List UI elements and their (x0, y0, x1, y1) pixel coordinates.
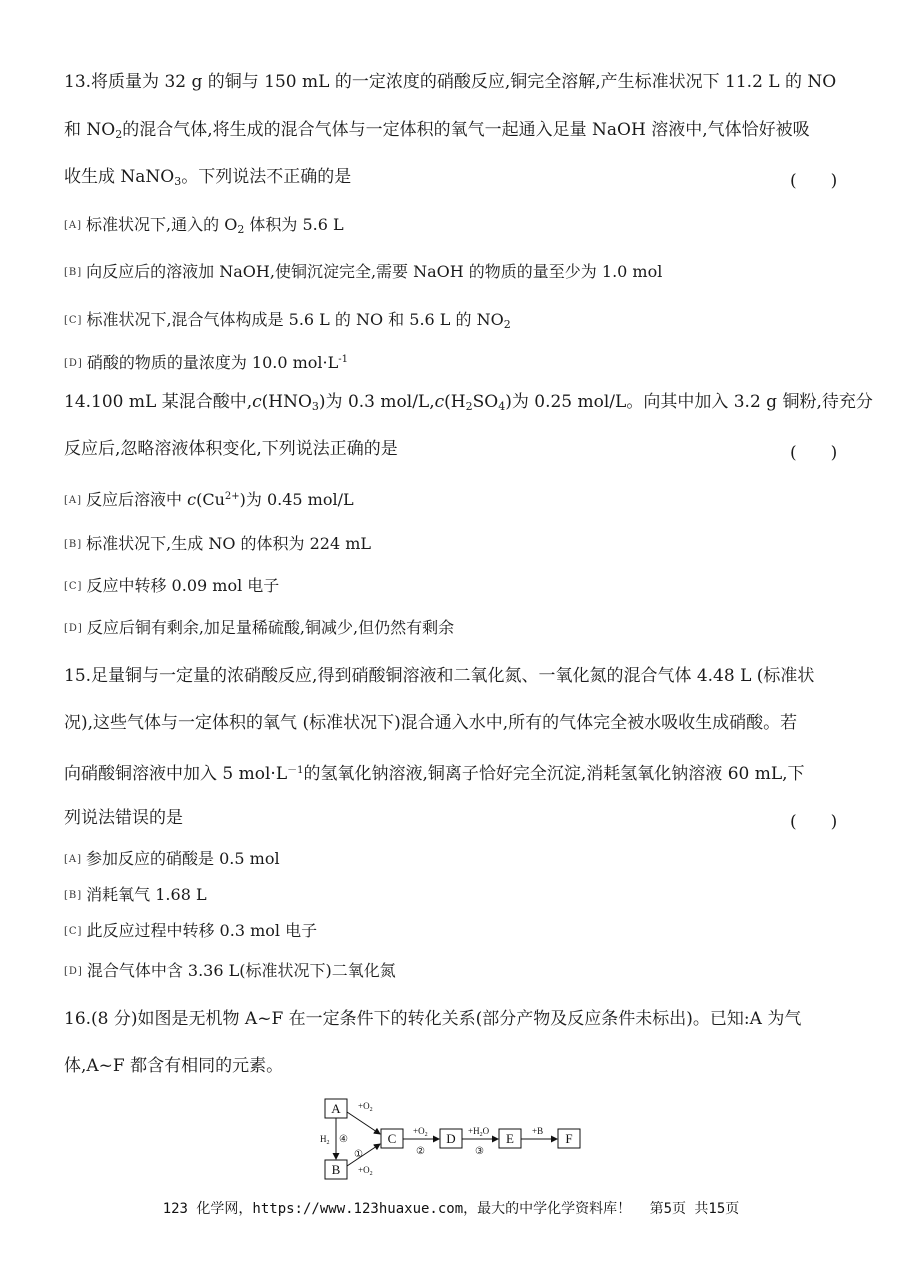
q13-option-a: [A] 标准状况下,通入的 $O_2$ 体积为 5.6 L (64, 215, 344, 236)
q13-option-c: [C] 标准状况下,混合气体构成是 5.6 L 的 NO 和 5.6 L 的 $NO_2$ (64, 310, 511, 331)
arrow-b-c (347, 1144, 380, 1166)
page-footer (0, 1198, 902, 1218)
q15-option-c: [C] 此反应过程中转移 0.3 mol 电子 (64, 921, 318, 940)
svg-text:A: A (331, 1101, 341, 1116)
box-d (440, 1129, 462, 1148)
q15-answer-paren: ( ) (790, 812, 838, 832)
q15-line-3: 向硝酸铜溶液中加入 5 $mol\cdot L^{-1}$的氢氧化钠溶液,铜离子恰好完全沉淀,消耗氢氧化钠溶液 60 mL,下 (64, 764, 805, 784)
q13-option-b: [B] 向反应后的溶液加 NaOH,使铜沉淀完全,需要 NaOH 的物质的量至少为 1.0 mol (64, 262, 663, 281)
label-de-h2o: $+H_2O$ (468, 1126, 490, 1138)
q15-line-4: 列说法错误的是 (64, 808, 183, 828)
q15-option-a: [A] 参加反应的硝酸是 0.5 mol (64, 849, 280, 868)
q13-line-3: 收生成 NaNO$_3$。下列说法不正确的是 (64, 167, 352, 188)
label-step-1: ① (354, 1149, 363, 1160)
reaction-diagram (318, 1094, 588, 1186)
label-ef-b: +B (532, 1126, 544, 1136)
label-cd-o2: $+O_2$ (413, 1126, 428, 1138)
box-b (325, 1160, 347, 1179)
q13-answer-paren: ( ) (790, 171, 838, 191)
footer-site-text: 123 化学网，https://www.123huaxue.com，最大的中学化学资料库！ (162, 1201, 632, 1217)
q14-option-c: [C] 反应中转移 0.09 mol 电子 (64, 576, 280, 595)
label-h2: $H_2$ (320, 1134, 330, 1146)
svg-text:D: D (446, 1131, 456, 1146)
box-a (325, 1099, 347, 1118)
footer-page-number: 第5页 共15页 (649, 1201, 740, 1217)
q16-line-1: 16.(8 分)如图是无机物 A~F 在一定条件下的转化关系(部分产物及反应条件未标出)。已知:A 为气 (64, 1009, 802, 1029)
q14-option-d: [D] 反应后铜有剩余,加足量稀硫酸,铜减少,但仍然有剩余 (64, 618, 455, 637)
label-step-2: ② (416, 1146, 425, 1157)
q14-line-2: 反应后,忽略溶液体积变化,下列说法正确的是 (64, 439, 398, 459)
label-step-4: ④ (339, 1134, 348, 1145)
q13-line-1: 13.将质量为 32 g 的铜与 150 mL 的一定浓度的硝酸反应,铜完全溶解,产生标准状况下 11.2 L 的 NO (64, 72, 837, 92)
label-o2-top: $+O_2$ (358, 1101, 373, 1113)
arrow-a-c (347, 1112, 380, 1134)
q15-line-2: 况),这些气体与一定体积的氧气 (标准状况下)混合通入水中,所有的气体完全被水吸收生成硝酸。若 (64, 713, 798, 733)
q14-option-b: [B] 标准状况下,生成 NO 的体积为 224 mL (64, 534, 372, 553)
q15-option-b: [B] 消耗氧气 1.68 L (64, 885, 207, 904)
q13-option-d: [D] 硝酸的物质的量浓度为 10.0 $mol\cdot L^{-1}$ (64, 353, 349, 372)
q13-line-2: 和 $NO_2$的混合气体,将生成的混合气体与一定体积的氧气一起通入足量 NaOH 溶液中,气体恰好被吸 (64, 120, 810, 141)
label-o2-bottom: $+O_2$ (358, 1165, 373, 1177)
label-step-3: ③ (475, 1146, 484, 1157)
svg-text:E: E (506, 1131, 514, 1146)
q14-option-a: [A] 反应后溶液中 $c(Cu^{2+})$为 0.45 mol/L (64, 490, 354, 509)
box-c (381, 1129, 403, 1148)
q14-answer-paren: ( ) (790, 443, 838, 463)
svg-text:C: C (387, 1131, 397, 1146)
q16-line-2: 体,A~F 都含有相同的元素。 (64, 1056, 284, 1076)
svg-text:F: F (565, 1131, 573, 1146)
q15-line-1: 15.足量铜与一定量的浓硝酸反应,得到硝酸铜溶液和二氧化氮、一氧化氮的混合气体 4.48 L (标准状 (64, 666, 815, 686)
svg-text:B: B (331, 1162, 341, 1177)
q14-line-1: 14.100 mL 某混合酸中$,c(HNO_3)$为 0.3 mol/$L,c(H_2SO_4)$为 0.25 mol/L。向其中加入 3.2 g 铜粉,待充分 (64, 392, 873, 413)
box-e (499, 1129, 521, 1148)
box-f (558, 1129, 580, 1148)
q15-option-d: [D] 混合气体中含 3.36 L(标准状况下)二氧化氮 (64, 961, 396, 980)
